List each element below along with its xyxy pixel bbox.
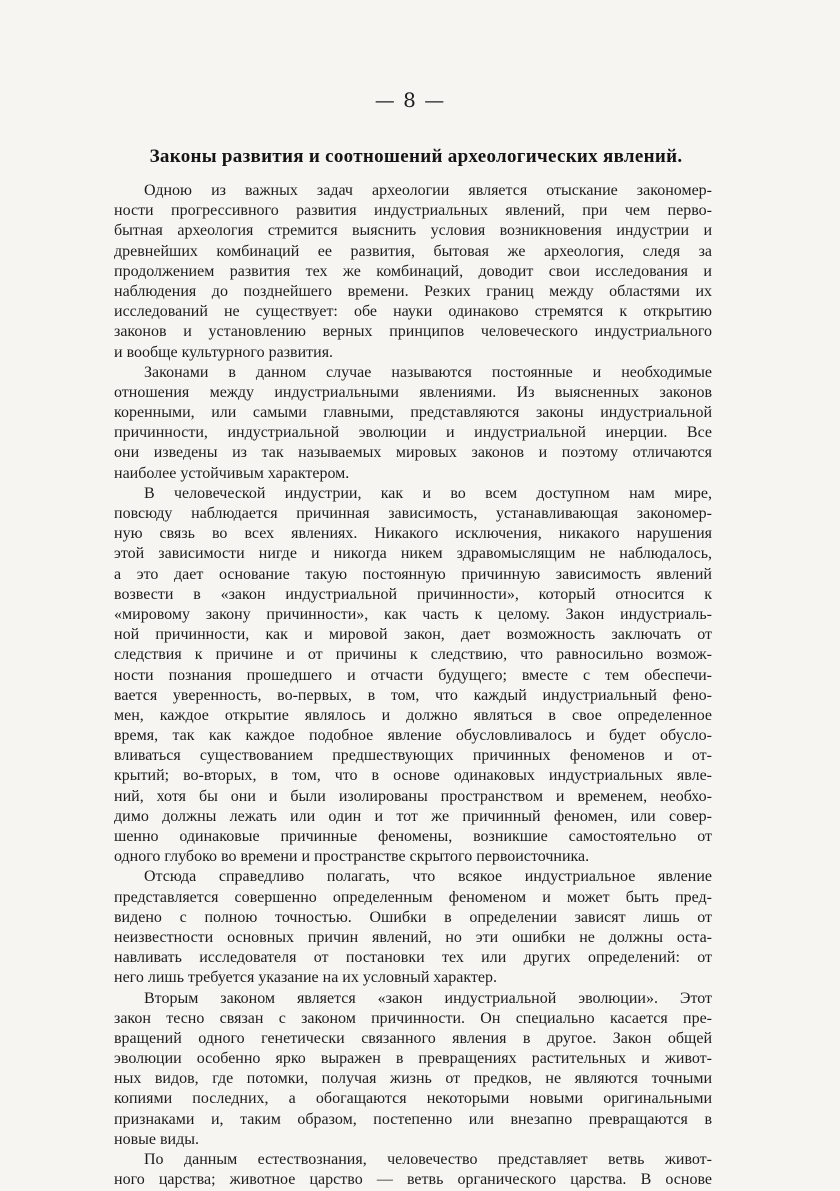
text-line: видено с полною точностью. Ошибки в определении зависят лишь от xyxy=(114,908,712,926)
text-line: они изведены из так называемых мировых законов и поэтому отличаются xyxy=(114,444,712,462)
text-line: шенно одинаковые причинные феномены, возникшие самостоятельно от xyxy=(114,828,712,845)
text-line: него лишь требуется указание на их условный характер. xyxy=(114,969,498,987)
paragraph xyxy=(114,989,712,1151)
text-line: По данным естествознания, человечество представляет ветвь живот- xyxy=(144,1151,712,1168)
text-line: новые виды. xyxy=(114,1130,199,1148)
text-line: димо должны лежать или один и тот же причинный феномен, или совер- xyxy=(114,807,712,825)
text-line: исследований не существует: обе науки одинаково стремятся к открытию xyxy=(114,303,712,321)
section-heading: Законы развития и соотношений археологических явлений. xyxy=(149,146,683,167)
text-line: ную связь во всех явлениях. Никакого исключения, никакого нарушения xyxy=(114,525,712,543)
text-line: одного глубоко во времени и пространстве скрытого первоисточника. xyxy=(114,848,590,866)
paragraph xyxy=(114,363,712,484)
text-line: отношения между индустриальными явлениями. Из выясненных законов xyxy=(114,383,712,401)
text-line: наблюдения до позднейшего времени. Резких границ между областями их xyxy=(114,282,712,300)
text-line: ности прогрессивного развития индустриальных явлений, при чем перво- xyxy=(114,202,712,220)
text-line: следствия к причине и от причины к следствию, что равносильно возмож- xyxy=(114,646,712,664)
text-line: крытий; во-вторых, в том, что в основе одинаковых индустриальных явле- xyxy=(114,767,712,785)
text-line: вливаться существованием предшествующих причинных феноменов и от- xyxy=(114,747,712,765)
text-line: а это дает основание такую постоянную причинную зависимость явлений xyxy=(114,565,712,583)
text-line: ний, хотя бы они и были изолированы пространством и временем, необхо- xyxy=(114,787,712,805)
paragraph xyxy=(114,484,712,868)
text-line: мен, каждое открытие являлось и должно являться в свое определенное xyxy=(114,706,712,724)
text-line: время, так как каждое подобное явление обусловливалось и будет обусло- xyxy=(114,727,712,745)
body-text xyxy=(114,181,712,1190)
text-line: ности познания прошедшего и отчасти будущего; вместе с тем обеспечи- xyxy=(114,666,712,684)
text-line: признаками и, таким образом, постепенно или внезапно превращаются в xyxy=(114,1110,712,1128)
text-line: повсюду наблюдается причинная зависимость, устанавливающая закономер- xyxy=(114,505,712,522)
text-line: навливать исследователя от постановки тех или других определений: от xyxy=(114,949,712,967)
text-line: Вторым законом является «закон индустриальной эволюции». Этот xyxy=(144,989,712,1007)
text-line: возвести в «закон индустриальной причинности», который относится к xyxy=(114,585,712,603)
paragraph xyxy=(114,181,712,363)
text-line: эволюции особенно ярко выражен в превращениях растительных и живот- xyxy=(114,1050,712,1068)
text-line: закон тесно связан с законом причинности. Он специально касается пре- xyxy=(114,1009,712,1027)
text-line: древнейших комбинаций ее развития, бытовая же археология, следя за xyxy=(114,242,712,260)
text-line: продолжением развития тех же комбинаций, доводит свои исследования и xyxy=(114,262,712,280)
text-line: ной причинности, как и мировой закон, дает возможность заключать от xyxy=(114,626,712,644)
text-line: копиями последних, а обогащаются некоторыми новыми оригинальными xyxy=(114,1090,712,1108)
text-line: представляется совершенно определенным феноменом и может быть пред- xyxy=(114,888,712,906)
paragraph xyxy=(114,867,712,988)
text-line: законов и установлению верных принципов человеческого индустриального xyxy=(114,323,712,341)
text-line: этой зависимости нигде и никогда никем здравомыслящим не наблюдалось, xyxy=(114,545,712,563)
text-line: Отсюда справедливо полагать, что всякое индустриальное явление xyxy=(144,868,712,886)
text-line: и вообще культурного развития. xyxy=(114,343,334,361)
text-line: вается уверенность, во-первых, в том, что каждый индустриальный фено- xyxy=(114,686,712,704)
text-line: ного царства; животное царство — ветвь органического царства. В основе xyxy=(114,1171,712,1189)
text-line: Законами в данном случае называются постоянные и необходимые xyxy=(144,363,712,381)
text-line: бытная археология стремится выяснить условия возникновения индустрии и xyxy=(114,222,712,240)
text-line: Одною из важных задач археологии является отыскание закономер- xyxy=(144,182,712,199)
text-line: «мировому закону причинности», как часть к целому. Закон индустриаль- xyxy=(114,605,712,623)
text-line: коренными, или самыми главными, представляются законы индустриальной xyxy=(114,404,712,422)
paragraph xyxy=(114,1150,712,1190)
text-line: ных видов, где потомки, получая жизнь от предков, не являются точными xyxy=(114,1070,712,1088)
page-number: — 8 — xyxy=(374,88,446,112)
text-line: неизвестности основных причин явлений, но эти ошибки не должны оста- xyxy=(114,928,712,946)
text-line: наиболее устойчивым характером. xyxy=(114,464,350,482)
text-line: вращений одного генетически связанного явления в другое. Закон общей xyxy=(114,1029,712,1047)
text-line: В человеческой индустрии, как и во всем доступном нам мире, xyxy=(144,484,712,502)
text-line: причинности, индустриальной эволюции и индустриальной инерции. Все xyxy=(114,424,712,442)
